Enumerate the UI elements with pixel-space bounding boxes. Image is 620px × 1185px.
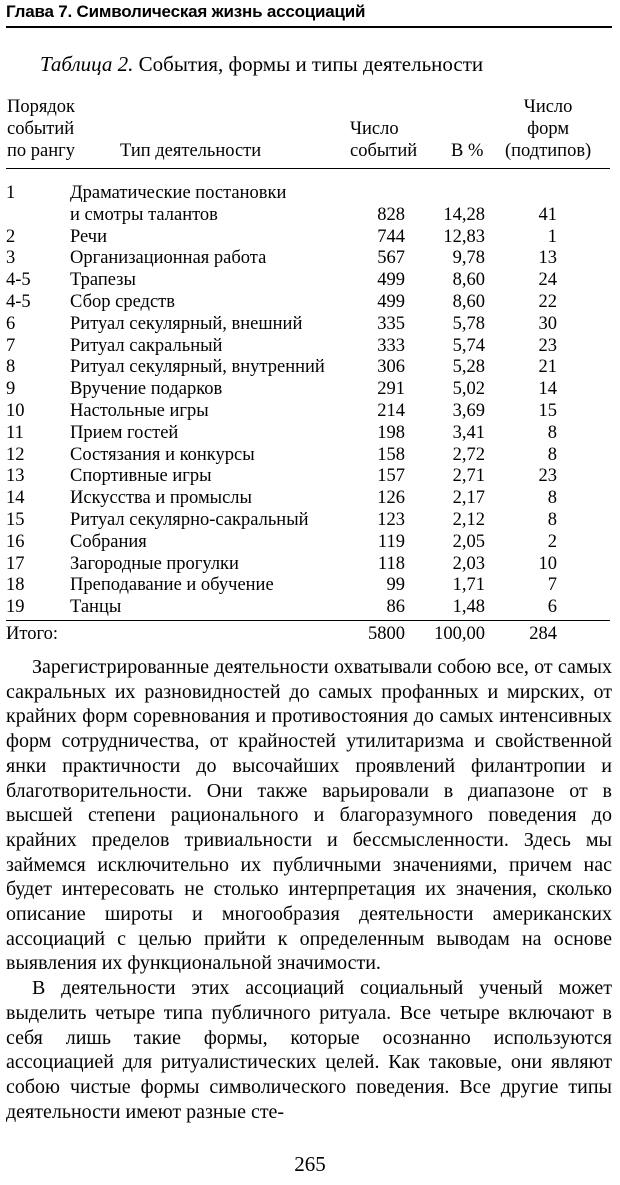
table-body — [0, 183, 620, 619]
cell-forms: 13 — [538, 248, 557, 269]
cell-count: 335 — [377, 313, 405, 334]
cell-percent: 14,28 — [443, 204, 485, 225]
header-order-line: событий — [7, 119, 75, 139]
table-rule-top — [6, 168, 610, 169]
total-percent: 100,00 — [434, 624, 485, 644]
cell-forms: 22 — [538, 291, 557, 312]
cell-type — [70, 292, 370, 314]
cell-count: 291 — [377, 379, 405, 400]
cell-rank: 1 — [6, 183, 16, 203]
header-order-line: Порядок — [7, 97, 76, 117]
cell-count: 306 — [377, 357, 405, 378]
cell-rank: 13 — [6, 466, 25, 487]
cell-percent: 9,78 — [452, 248, 485, 269]
cell-rank: 19 — [6, 597, 25, 618]
cell-percent: 2,03 — [452, 553, 485, 574]
cell-percent: 2,72 — [452, 444, 485, 465]
cell-type-line: Ритуал секулярный, внешний — [70, 313, 303, 334]
cell-type — [70, 270, 370, 292]
table-row — [0, 575, 620, 597]
cell-type — [70, 445, 370, 467]
cell-type — [70, 183, 370, 227]
cell-count: 158 — [377, 444, 405, 465]
page-number: 265 — [294, 1152, 326, 1176]
cell-type-line: Сбор средств — [70, 291, 175, 312]
paragraph: Зарегистрированные деятельности охватывали собою все, от самых сакральных их разновидностей до самых профанных и мирских, от крайних форм соревнования и противостояния до самых интенсивных форм сотрудничества, от крайностей утилитаризма и свойственной янки практичности до высочайших проявлений филантропии и благотворительности. Они также варьировали в диапазоне от в высшей степени рационального и благоразумного поведения до крайних пределов тривиальности и бессмысленности. Здесь мы займемся исключительно их публичными значениями, причем нас будет интересовать не столько интерпретация их значения, сколько описание широты и многообразия деятельности американских ассоциаций с целью прийти к определенным выводам на основе выявления их функциональной значимости. — [6, 656, 612, 975]
cell-rank: 7 — [6, 335, 16, 356]
cell-type-line: Танцы — [70, 597, 122, 618]
cell-rank: 11 — [6, 422, 24, 443]
cell-percent: 2,05 — [452, 531, 485, 552]
cell-rank: 10 — [6, 400, 25, 421]
cell-type-line: Драматические постановки — [70, 183, 287, 203]
table-row — [0, 357, 620, 379]
table-row — [0, 423, 620, 445]
cell-type-line: Настольные игры — [70, 400, 209, 421]
cell-count: 499 — [377, 270, 405, 291]
table-row — [0, 401, 620, 423]
cell-rank: 16 — [6, 531, 25, 552]
cell-type-line: Ритуал секулярно-сакральный — [70, 509, 309, 530]
total-label: Итого: — [6, 624, 58, 644]
cell-forms: 1 — [547, 226, 557, 247]
cell-type-line: Ритуал секулярный, внутренний — [70, 357, 325, 378]
cell-forms: 41 — [538, 204, 557, 225]
table-row — [0, 379, 620, 401]
cell-percent: 12,83 — [443, 226, 485, 247]
header-count-line: событий — [350, 141, 418, 161]
cell-percent: 3,69 — [452, 400, 485, 421]
header-order — [7, 96, 75, 162]
cell-count: 499 — [377, 291, 405, 312]
cell-rank: 4-5 — [6, 291, 31, 312]
cell-type-line: Преподавание и обучение — [70, 575, 274, 596]
caption-label: Таблица 2. — [40, 52, 134, 76]
cell-type-line: Трапезы — [70, 270, 136, 291]
table-row — [0, 597, 620, 619]
cell-forms: 15 — [538, 400, 557, 421]
cell-percent: 8,60 — [452, 291, 485, 312]
table-row — [0, 554, 620, 576]
cell-forms: 8 — [547, 509, 557, 530]
cell-type-line: Прием гостей — [70, 422, 179, 443]
cell-forms: 8 — [547, 488, 557, 509]
cell-rank: 4-5 — [6, 270, 31, 291]
cell-forms: 21 — [538, 357, 557, 378]
cell-rank: 9 — [6, 379, 16, 400]
total-count: 5800 — [368, 624, 405, 644]
header-forms-line: форм — [527, 119, 570, 139]
cell-type — [70, 314, 370, 336]
header-forms-line: Число — [523, 97, 573, 117]
header-forms — [505, 96, 591, 162]
cell-type-line: Искусства и промыслы — [70, 488, 252, 509]
table-row — [0, 510, 620, 532]
cell-count: 86 — [386, 597, 405, 618]
cell-type — [70, 423, 370, 445]
cell-rank: 15 — [6, 509, 25, 530]
cell-type — [70, 466, 370, 488]
cell-count: 198 — [377, 422, 405, 443]
table-row — [0, 292, 620, 314]
header-count-line: Число — [350, 119, 399, 139]
table-rule-bottom — [6, 620, 610, 621]
cell-percent: 5,02 — [452, 379, 485, 400]
cell-type-line: Состязания и конкурсы — [70, 444, 255, 465]
cell-percent: 3,41 — [452, 422, 485, 443]
body-text — [6, 655, 612, 1124]
cell-type — [70, 554, 370, 576]
table-row — [0, 488, 620, 510]
cell-count: 99 — [386, 575, 405, 596]
table-total-row — [0, 623, 620, 645]
cell-percent: 1,48 — [452, 597, 485, 618]
caption-title: События, формы и типы деятельности — [138, 52, 484, 76]
cell-type-line: Собрания — [70, 531, 147, 552]
cell-count: 123 — [377, 509, 405, 530]
table-row — [0, 314, 620, 336]
table-row — [0, 445, 620, 467]
cell-type-line: Организационная работа — [70, 248, 267, 269]
cell-percent: 5,78 — [452, 313, 485, 334]
cell-count: 828 — [377, 204, 405, 225]
cell-forms: 7 — [547, 575, 557, 596]
cell-type-line: Загородные прогулки — [70, 553, 239, 574]
cell-rank: 17 — [6, 553, 25, 574]
cell-percent: 5,28 — [452, 357, 485, 378]
cell-count: 126 — [377, 488, 405, 509]
cell-percent: 8,60 — [452, 270, 485, 291]
total-forms: 284 — [529, 624, 557, 644]
cell-type — [70, 248, 370, 270]
cell-forms: 14 — [538, 379, 557, 400]
cell-count: 119 — [377, 531, 405, 552]
cell-type — [70, 575, 370, 597]
table-row — [0, 270, 620, 292]
cell-type-line: и смотры талантов — [70, 204, 218, 225]
cell-type-line: Речи — [70, 226, 107, 247]
cell-count: 567 — [377, 248, 405, 269]
cell-type — [70, 401, 370, 423]
cell-type-line: Спортивные игры — [70, 466, 212, 487]
cell-rank: 6 — [6, 313, 16, 334]
cell-count: 333 — [377, 335, 405, 356]
cell-type — [70, 357, 370, 379]
cell-forms: 24 — [538, 270, 557, 291]
cell-count: 214 — [377, 400, 405, 421]
cell-forms: 10 — [538, 553, 557, 574]
cell-forms: 23 — [538, 335, 557, 356]
table-row — [0, 248, 620, 270]
cell-forms: 6 — [547, 597, 557, 618]
cell-type-line: Ритуал сакральный — [70, 335, 223, 356]
header-percent: В % — [451, 141, 484, 161]
cell-rank: 3 — [6, 248, 16, 269]
cell-percent: 5,74 — [452, 335, 485, 356]
cell-rank: 12 — [6, 444, 25, 465]
table-caption — [40, 52, 600, 77]
cell-forms: 8 — [547, 422, 557, 443]
cell-percent: 2,71 — [452, 466, 485, 487]
table-row — [0, 336, 620, 358]
cell-type — [70, 532, 370, 554]
table-row — [0, 183, 620, 227]
header-rule — [6, 26, 612, 28]
cell-count: 157 — [377, 466, 405, 487]
cell-type — [70, 379, 370, 401]
cell-type — [70, 336, 370, 358]
cell-rank: 2 — [6, 226, 16, 247]
cell-forms: 2 — [547, 531, 557, 552]
table-row — [0, 227, 620, 249]
cell-forms: 8 — [547, 444, 557, 465]
header-type: Тип деятельности — [120, 141, 262, 161]
cell-type-line: Вручение подарков — [70, 379, 223, 400]
cell-rank: 18 — [6, 575, 25, 596]
cell-type — [70, 227, 370, 249]
running-head: Глава 7. Символическая жизнь ассоциаций — [6, 2, 366, 21]
cell-type — [70, 488, 370, 510]
table-row — [0, 532, 620, 554]
table-row — [0, 466, 620, 488]
cell-count: 118 — [377, 553, 405, 574]
cell-type — [70, 597, 370, 619]
header-order-line: по рангу — [7, 141, 75, 161]
paragraph: В деятельности этих ассоциаций социальный ученый может выделить четыре типа публичного ритуала. Все четыре включают в себя лишь такие формы, которые осознанно используются ассоциацией для ритуалистических целей. Как таковые, они являют собою чистые формы символического поведения. Все другие типы деятельности имеют разные сте- — [6, 977, 612, 1123]
header-count — [350, 118, 417, 162]
cell-type — [70, 510, 370, 532]
cell-rank: 8 — [6, 357, 16, 378]
cell-percent: 1,71 — [452, 575, 485, 596]
cell-percent: 2,12 — [452, 509, 485, 530]
cell-rank: 14 — [6, 488, 25, 509]
cell-forms: 30 — [538, 313, 557, 334]
cell-percent: 2,17 — [452, 488, 485, 509]
header-forms-line: (подтипов) — [505, 141, 592, 161]
cell-forms: 23 — [538, 466, 557, 487]
cell-count: 744 — [377, 226, 405, 247]
